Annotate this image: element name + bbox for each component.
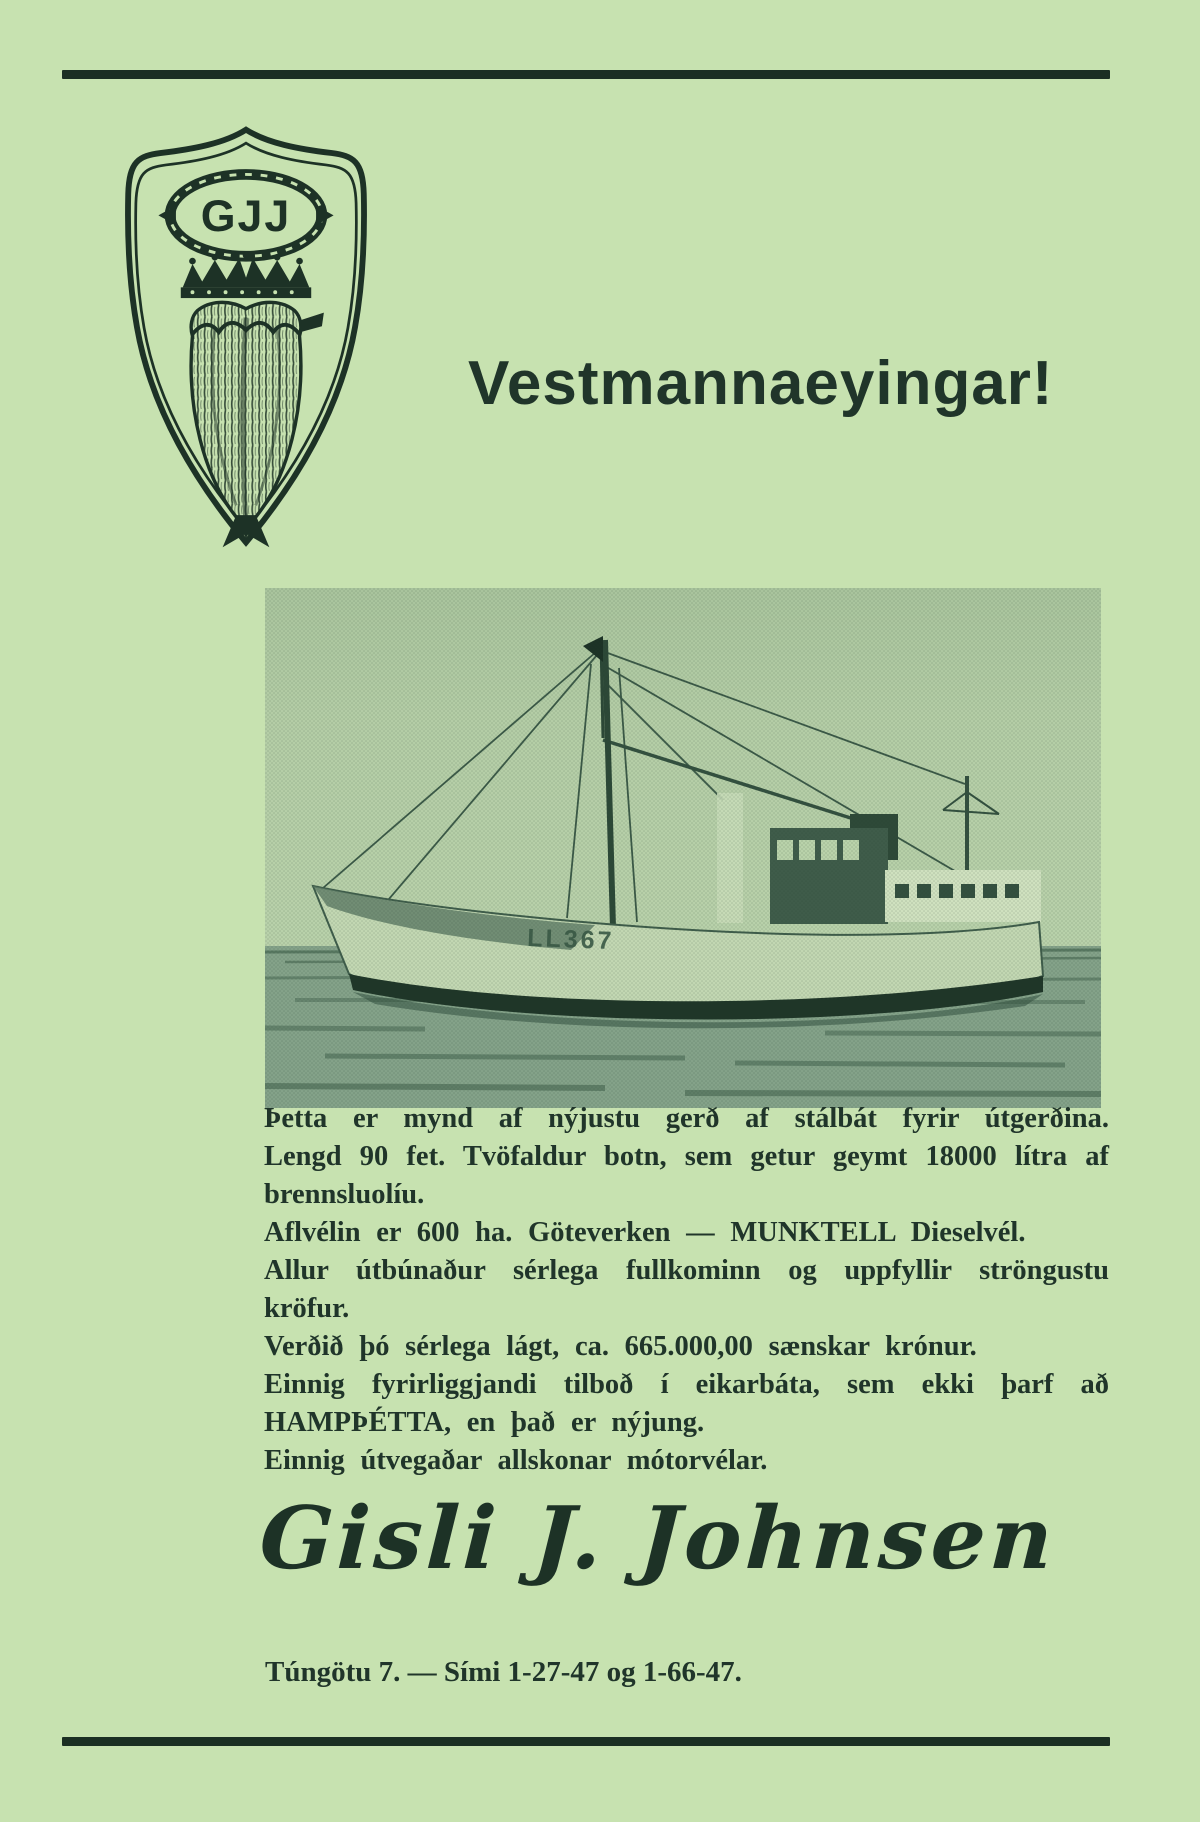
ad-copy	[264, 1100, 1109, 1480]
top-rule	[62, 70, 1110, 79]
paragraph-4: Verðið þó sérlega lágt, ca. 665.000,00 sænskar krónur.	[264, 1331, 977, 1362]
paragraph-2: Aflvélin er 600 ha. Göteverken — MUNKTELL Dieselvél.	[264, 1217, 1026, 1248]
boat-photo-image	[265, 588, 1101, 1108]
paragraph-1: Þetta er mynd af nýjustu gerð af stálbát fyrir útgerðina. Lengd 90 fet. Tvöfaldur botn, sem getur geymt 18000 lítra af brennsluolíu.	[264, 1103, 1109, 1210]
company-signature: Gisli J. Johnsen	[257, 1488, 1060, 1589]
paragraph-6: Einnig útvegaðar allskonar mótorvélar.	[264, 1445, 768, 1476]
paragraph-3: Allur útbúnaður sérlega fullkominn og uppfyllir ströngustu kröfur.	[264, 1255, 1109, 1324]
gjj-monogram: GJJ	[200, 190, 292, 241]
halftone-overlay	[265, 588, 1101, 1108]
paragraph-5: Einnig fyrirliggjandi tilboð í eikarbáta, sem ekki þarf að HAMPÞÉTTA, en það er nýjung.	[264, 1369, 1109, 1438]
bottom-rule	[62, 1737, 1110, 1746]
company-crest	[100, 112, 392, 562]
crest-shield-icon	[100, 112, 392, 562]
page-title: Vestmannaeyingar!	[468, 349, 1054, 418]
boat-photo	[265, 588, 1101, 1108]
crown-icon	[183, 258, 310, 287]
address-line: Túngötu 7. — Sími 1-27-47 og 1-66-47.	[265, 1656, 742, 1688]
fish-icon	[191, 302, 324, 547]
